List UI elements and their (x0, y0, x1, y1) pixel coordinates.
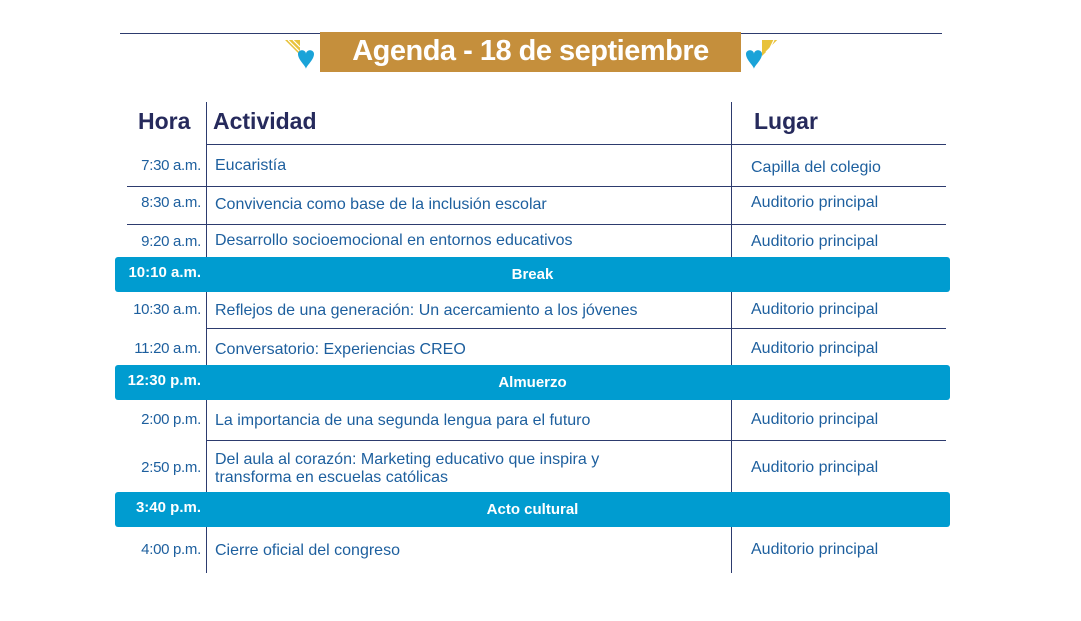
row-activity-line: Del aula al corazón: Marketing educativo que inspira y (215, 451, 600, 468)
row-place: Auditorio principal (751, 411, 879, 428)
row-place: Auditorio principal (751, 459, 879, 476)
header-place: Lugar (754, 108, 818, 134)
row-time: 11:20 a.m. (134, 340, 201, 357)
row-divider (206, 328, 946, 329)
decor-left-icon (282, 36, 318, 76)
column-divider (731, 527, 732, 573)
row-time: 10:30 a.m. (133, 301, 201, 318)
row-activity-line: transforma en escuelas católicas (215, 469, 448, 486)
break-band (115, 257, 950, 292)
break-label: Acto cultural (486, 501, 579, 518)
decor-right-icon (744, 36, 780, 76)
break-time: 3:40 p.m. (135, 499, 201, 516)
row-divider (127, 224, 946, 225)
column-divider (206, 400, 207, 492)
lunch-band (115, 365, 950, 400)
header-time: Hora (138, 108, 191, 134)
column-divider (731, 400, 732, 492)
row-divider (206, 144, 946, 145)
row-place: Auditorio principal (751, 340, 879, 357)
row-activity: Eucaristía (215, 157, 287, 174)
row-place: Auditorio principal (751, 301, 879, 318)
column-divider (206, 292, 207, 366)
agenda-title: Agenda - 18 de septiembre (320, 32, 741, 72)
header-activity: Actividad (213, 108, 317, 134)
row-activity: Reflejos de una generación: Un acercamiento a los jóvenes (215, 302, 638, 319)
cultural-band (115, 492, 950, 527)
row-place: Auditorio principal (751, 541, 879, 558)
row-time: 4:00 p.m. (141, 541, 201, 558)
row-activity: Cierre oficial del congreso (215, 542, 400, 559)
row-time: 2:00 p.m. (141, 411, 201, 428)
break-time: 12:30 p.m. (127, 372, 201, 389)
row-activity: Desarrollo socioemocional en entornos educativos (215, 232, 573, 249)
break-label: Almuerzo (498, 374, 567, 391)
row-time: 9:20 a.m. (141, 233, 201, 250)
row-activity: Conversatorio: Experiencias CREO (215, 341, 466, 358)
row-place: Auditorio principal (751, 194, 879, 211)
row-activity: La importancia de una segunda lengua para el futuro (215, 412, 591, 429)
row-place: Auditorio principal (751, 233, 879, 250)
row-divider (127, 186, 946, 187)
row-activity: Convivencia como base de la inclusión escolar (215, 196, 547, 213)
column-divider (731, 102, 732, 258)
row-divider (206, 440, 946, 441)
column-divider (731, 292, 732, 366)
row-place: Capilla del colegio (751, 159, 881, 176)
row-time: 8:30 a.m. (141, 194, 201, 211)
row-time: 2:50 p.m. (141, 459, 201, 476)
row-time: 7:30 a.m. (141, 157, 201, 174)
column-divider (206, 102, 207, 258)
break-time: 10:10 a.m. (128, 264, 201, 281)
column-divider (206, 527, 207, 573)
break-label: Break (511, 266, 554, 283)
